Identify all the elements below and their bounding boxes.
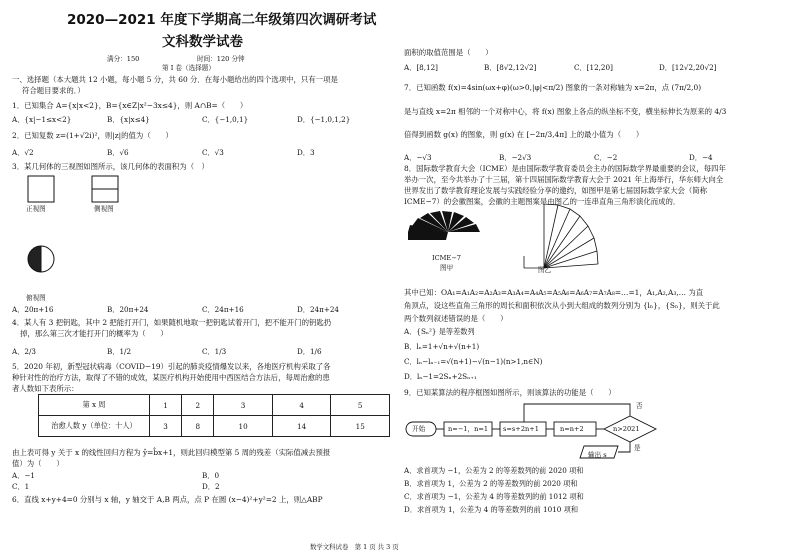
q4-option-b[interactable]: B．1/2 [107,347,132,356]
table-cell: 15 [331,416,390,437]
section-instructions: 一、选择题（本大题共 12 小题，每小题 5 分，共 60 分．在每小题给出的四个选项中，只有一项是 [12,75,338,84]
flow-step1: s=s+2n+1 [503,425,539,433]
flow-start: 开始 [412,425,426,433]
question-7-line3: 倍得到函数 g(x) 的图象，则 g(x) 在 [−2π/3,4π] 上的最小值为（ ） [404,130,644,139]
q2-option-a[interactable]: A．√2 [12,148,34,157]
q4-option-a[interactable]: A．2/3 [12,347,36,356]
q8-option-d[interactable]: D．lₙ−1=2Sₙ+2Sₙ₊₁ [404,372,477,381]
time-info: 时间：120 分钟 [197,55,245,63]
question-7: 7．已知函数 f(x)=4sin(ωx+φ)(ω>0,|φ|<π/2) 图象的一条对称轴为 x=2π，点 (7π/2,0) [404,83,702,92]
q1-option-b[interactable]: B．{x|x≤4} [107,115,150,124]
table-cell: 2 [182,395,214,416]
question-8-line7: 两个数列叙述错误的是（ ） [404,314,508,323]
cure-table [38,394,390,437]
table-cell: 4 [272,395,331,416]
q6-option-b[interactable]: B．[8√2,12√2] [484,63,537,72]
flow-init: n=−1，n=1 [448,425,489,433]
q1-option-a[interactable]: A．{x|−1≤x<2} [12,115,72,124]
q9-option-d[interactable]: D．求首项为 1，公差为 4 的等差数列的前 1010 项和 [404,505,579,514]
question-5-line5: 值）为（ ） [12,459,64,468]
table-cell: 3 [214,395,273,416]
table-row [39,395,390,416]
question-1: 1．已知集合 A={x|x<2}，B={x∈Z|x²−3x≤4}，则 A∩B=（ ） [12,101,248,110]
question-7-line2: 是与直线 x=2π 相邻的一个对称中心，将 f(x) 图象上各点的纵坐标不变，横坐标伸长为原来的 4/3 [404,107,727,116]
icme-logo-figure [408,210,488,260]
flow-no: 否 [636,402,643,410]
question-5-line2: 种针对性的治疗方法，取得了不错的成效，某医疗机构开始使用中西医结合方法后，每周治愈的患 [12,373,330,382]
q8-option-c[interactable]: C．lₙ−lₙ₋₁=√(n+1)−√(n−1)(n>1,n∈N) [404,357,543,366]
table-header-week: 第 x 周 [39,395,150,416]
question-9: 9．已知某算法的程序框图如图所示，则该算法的功能是（ ） [404,388,616,397]
q5-option-b[interactable]: B．0 [202,471,220,480]
q4-option-c[interactable]: C．1/3 [202,347,227,356]
three-view-figure [20,172,140,302]
top-view-label: 俯视图 [26,294,46,302]
question-8: 8．国际数学教育大会（ICME）是由国际数学教育委员会主办的国际数学界最重要的会议，每四年 [404,164,726,173]
q1-option-d[interactable]: D．{−1,0,1,2} [297,115,351,124]
question-4-line2: 掉，那么第三次才能打开门的概率为（ ） [20,329,168,338]
table-cell: 14 [272,416,331,437]
question-8-line5: 其中已知：OA₁=A₁A₂=A₂A₃=A₃A₄=A₄A₅=A₅A₆=A₆A₇=A₇A₈=…=1，A₁,A₂,A₃,… 为直 [404,288,704,297]
q3-option-b[interactable]: B．20π+24 [107,305,149,314]
question-5: 5．2020 年初，新型冠状病毒（COVID−19）引起的肺炎疫情爆发以来，各地医疗机构采取了各 [12,362,331,371]
q9-option-a[interactable]: A．求首项为 −1，公差为 2 的等差数列的前 2020 项和 [404,466,584,475]
question-8-line3: 世界发出了数学教育理论发展与实践经验分享的邀约，如图甲是第七届国际数学家大会（简称 [404,186,708,195]
q1-option-c[interactable]: C．{−1,0,1} [202,115,249,124]
q6-option-d[interactable]: D．[12√2,20√2] [659,63,717,72]
question-8-line6: 角顶点，设这些直角三角形的周长和面积依次从小到大组成的数列分别为 {lₙ}，{Sₙ}，则关于此 [404,301,720,310]
table-header-cured: 治愈人数 y（单位：十人） [39,416,150,437]
table-cell: 10 [214,416,273,437]
figure-b-label: 图乙 [538,266,552,274]
top-view [28,246,54,272]
question-8-line4: ICME−7）的会徽图案，会徽的主题图案是由图乙的一连串直角三角形演化而成的． [404,197,681,206]
section-instructions-2: 符合题目要求的．） [22,86,85,95]
question-2: 2．已知复数 z=(1+√2i)²，则|z|的值为（ ） [12,131,173,140]
question-6: 6．直线 x+y+4=0 分别与 x 轴，y 轴交于 A,B 两点，点 P 在圆 (x−4)²+y²=2 上，则△ABP [12,495,323,504]
table-cell: 1 [150,395,182,416]
table-row [39,416,390,437]
q5-option-d[interactable]: D．2 [202,482,220,491]
q3-option-c[interactable]: C．24π+16 [202,305,244,314]
table-cell: 3 [150,416,182,437]
front-view [28,176,54,202]
q9-option-b[interactable]: B．求首项为 1，公差为 2 的等差数列的前 2020 项和 [404,479,578,488]
exam-title: 2020—2021 年度下学期高二年级第四次调研考试 [67,12,377,28]
side-view-label: 侧视图 [94,205,114,213]
q5-option-a[interactable]: A．−1 [12,471,35,480]
q8-option-a[interactable]: A．{Sₙ²} 是等差数列 [404,327,475,336]
question-6-line2: 面积的取值范围是（ ） [404,48,493,57]
q6-option-a[interactable]: A．[8,12] [404,63,438,72]
figure-a-label: 图甲 [440,264,454,272]
flow-step2: n=n+2 [560,425,584,433]
question-5-line4: 由上表可得 y 关于 x 的线性回归方程为 ŷ=b̂x+1，则此回归模型第 5 周的残差（实际值减去预报 [12,448,331,457]
flow-yes: 是 [634,444,641,452]
q7-option-a[interactable]: A．−√3 [404,153,432,162]
score-info: 满分：150 [107,55,140,63]
q3-option-a[interactable]: A．20π+16 [12,305,54,314]
q4-option-d[interactable]: D．1/6 [297,347,322,356]
question-8-line2: 举办一次，至今共举办了十三届，第十四届国际数学教育大会于 2021 年上海举行，华东师大向全 [404,175,724,184]
q9-option-c[interactable]: C．求首项为 −1，公差为 4 的等差数列的前 1012 项和 [404,492,584,501]
question-5-line3: 者人数如下表所示： [12,384,79,393]
q2-option-b[interactable]: B．√6 [107,148,129,157]
q5-option-c[interactable]: C．1 [12,482,30,491]
q2-option-d[interactable]: D．3 [297,148,315,157]
exam-subtitle: 文科数学试卷 [162,34,243,50]
q3-option-d[interactable]: D．24π+24 [297,305,339,314]
section-heading: 第 I 卷（选择题） [162,64,215,72]
q6-option-c[interactable]: C．[12,20] [574,63,613,72]
question-3: 3．某几何体的三视图如图所示，该几何体的表面积为（ ） [12,162,209,171]
front-view-label: 正视图 [26,205,46,213]
q7-option-c[interactable]: C．−2 [594,153,618,162]
q8-option-b[interactable]: B．lₙ=1+√n+√(n+1) [404,342,480,351]
flow-output: 输出 s [588,451,607,459]
q7-option-d[interactable]: D．−4 [689,153,713,162]
right-triangle-spiral-figure [504,196,614,276]
q7-option-b[interactable]: B．−2√3 [499,153,532,162]
page-footer: 数学文科试卷 第 1 页 共 3 页 [310,543,399,551]
table-cell: 8 [182,416,214,437]
question-4: 4．某人有 3 把钥匙，其中 2 把能打开门，如果随机地取一把钥匙试着开门，把不能开门的钥匙扔 [12,318,332,327]
table-cell: 5 [331,395,390,416]
side-view [92,176,118,202]
q2-option-c[interactable]: C．√3 [202,148,224,157]
flow-cond: n>2021 [613,425,640,433]
icme-label: ICME−7 [432,254,461,262]
